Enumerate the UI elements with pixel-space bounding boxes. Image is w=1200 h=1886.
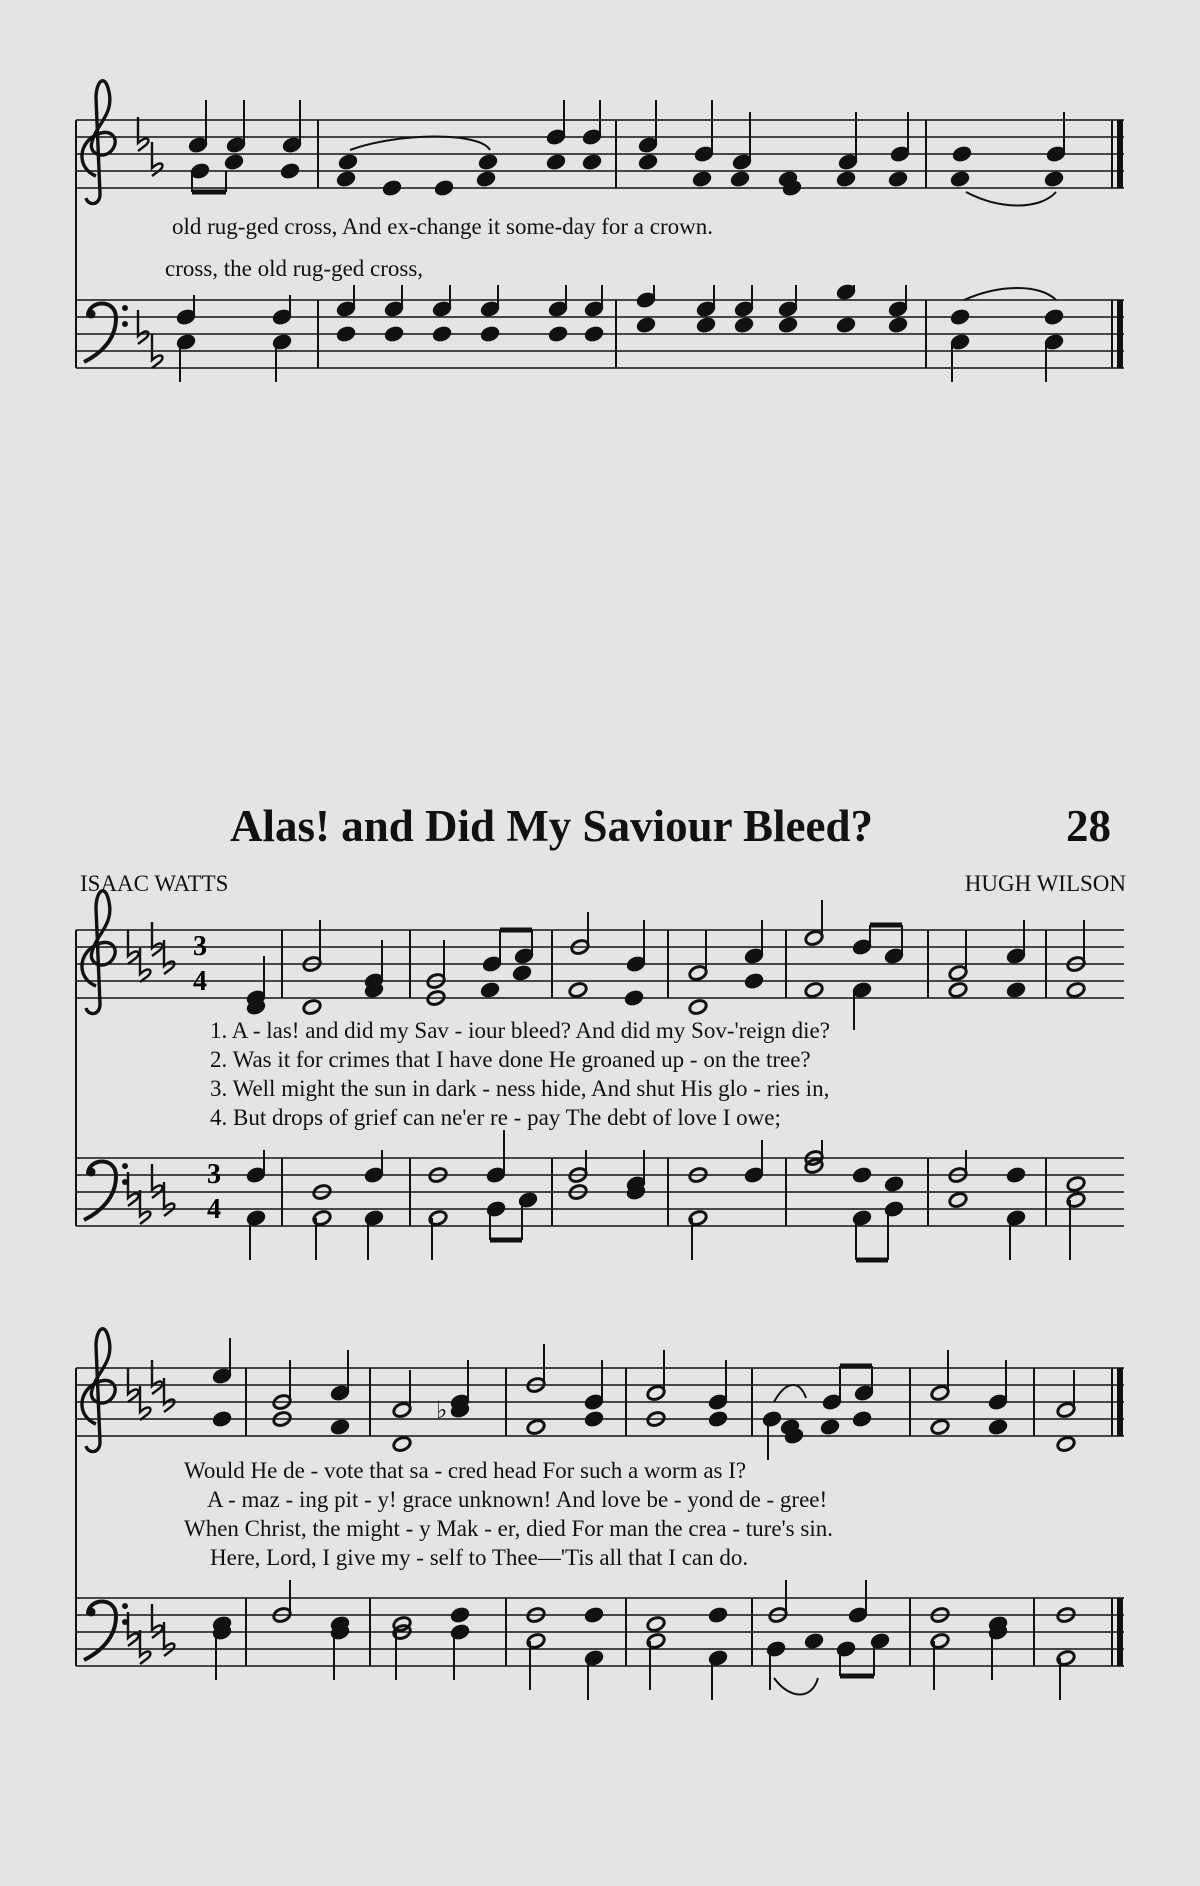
flat-icon (152, 1360, 162, 1394)
flat-icon (164, 1378, 174, 1412)
svg-text:♭: ♭ (436, 1398, 448, 1424)
prev-verse-line-2: cross, the old rug-ged cross, (165, 256, 424, 281)
s1-bass-notes (246, 1130, 1086, 1260)
hymn-title: Alas! and Did My Saviour Bleed? (230, 801, 874, 851)
flat-icon (128, 1172, 138, 1206)
prev-treble-notes (188, 100, 1066, 206)
prev-verse-line-1: old rug-ged cross, And ex-change it some-day for a crown. (172, 214, 713, 239)
flat-icon (140, 1630, 150, 1664)
verse-2-line-1: 2. Was it for crimes that I have done He groaned up - on the tree? (210, 1047, 811, 1072)
time-signature-top: 3 (207, 1159, 221, 1190)
treble-clef-icon (82, 1329, 115, 1452)
hymn-author: ISAAC WATTS (80, 871, 229, 896)
flat-icon (164, 1182, 174, 1216)
verse-1-line-1: 1. A - las! and did my Sav - iour bleed? And did my Sov-'reign die? (210, 1018, 830, 1043)
flat-icon (140, 1190, 150, 1224)
prev-bass-notes (176, 283, 1064, 382)
flat-icon (164, 1622, 174, 1656)
treble-clef-icon (82, 891, 115, 1014)
verse-4-line-2: Here, Lord, I give my - self to Thee—'Tis all that I can do. (210, 1545, 749, 1570)
bass-clef-icon (84, 304, 128, 363)
verse-3-line-2: When Christ, the might - y Mak - er, died For man the crea - ture's sin. (184, 1516, 833, 1541)
flat-icon (152, 1604, 162, 1638)
verse-4-line-1: 4. But drops of grief can ne'er re - pay The debt of love I owe; (210, 1105, 781, 1130)
s2-treble-notes (212, 1338, 1076, 1460)
verse-2-line-2: A - maz - ing pit - y! grace unknown! And love be - yond de - gree! (207, 1487, 828, 1512)
flat-icon (152, 922, 162, 956)
bass-clef-icon (84, 1602, 128, 1661)
flat-icon (164, 940, 174, 974)
flat-icon (138, 310, 148, 344)
flat-icon (138, 117, 148, 151)
verse-3-line-1: 3. Well might the sun in dark - ness hide, And shut His glo - ries in, (210, 1076, 830, 1101)
time-signature-bottom: 4 (207, 1194, 221, 1225)
flat-icon (128, 1612, 138, 1646)
verse-1-line-2: Would He de - vote that sa - cred head For such a worm as I? (184, 1458, 747, 1483)
time-signature-bottom: 4 (193, 966, 207, 997)
s1-treble-notes (246, 900, 1086, 1030)
bass-clef-icon (84, 1162, 128, 1221)
flat-icon (152, 1164, 162, 1198)
flat-icon (140, 1386, 150, 1420)
hymn-composer: HUGH WILSON (964, 871, 1126, 896)
hymn-number: 28 (1066, 801, 1111, 851)
treble-clef-icon (82, 81, 115, 204)
flat-icon (140, 948, 150, 982)
time-signature-top: 3 (193, 931, 207, 962)
